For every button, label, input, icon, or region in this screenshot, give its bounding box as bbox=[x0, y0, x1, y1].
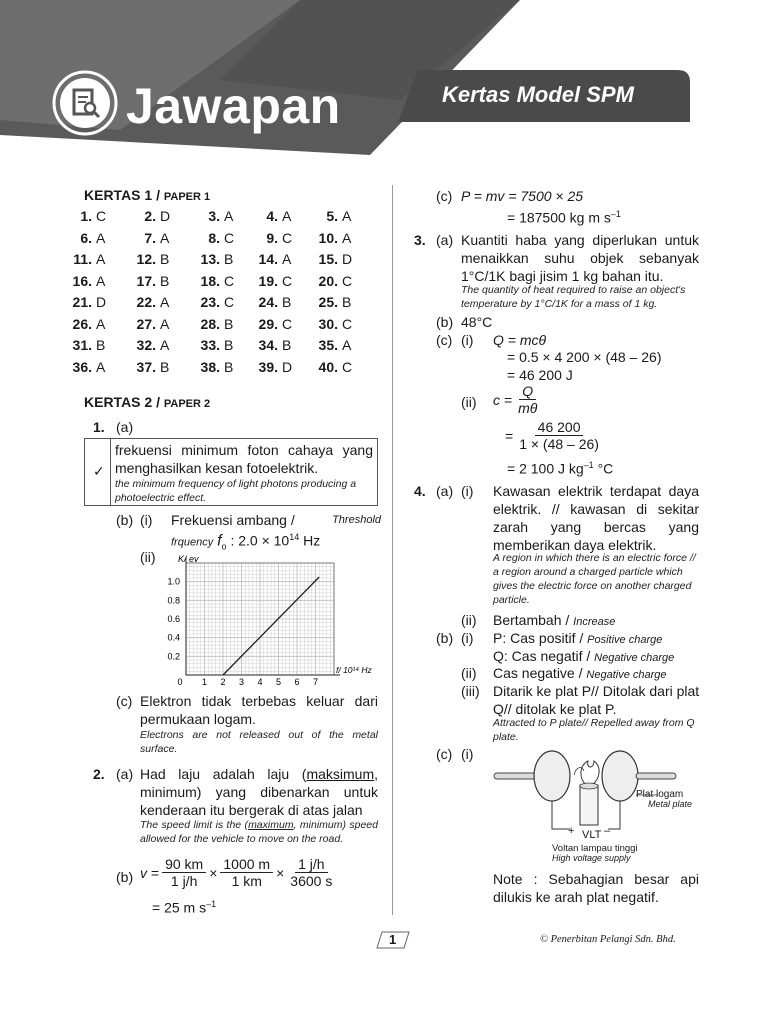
q3cii-fraction-1 bbox=[515, 383, 540, 416]
mcq-question-number: 40. bbox=[318, 358, 338, 375]
minus-terminal: – bbox=[604, 825, 611, 837]
mcq-question-number: 1. bbox=[80, 208, 92, 224]
q2b-f1-top: 90 km bbox=[162, 856, 206, 873]
mcq-answer-item bbox=[70, 335, 105, 357]
q2c-label: (c) bbox=[436, 188, 453, 204]
mcq-question-number: 9. bbox=[266, 229, 278, 246]
flame-diagram bbox=[490, 745, 710, 867]
paper1-heading-ms: KERTAS 1 / bbox=[84, 187, 160, 203]
mcq-answer-letter: A bbox=[96, 315, 106, 332]
mcq-answer-letter: B bbox=[224, 251, 234, 267]
mcq-answer-letter: A bbox=[224, 208, 234, 224]
mcq-question-number: 14. bbox=[258, 251, 278, 267]
q3b-text: 48°C bbox=[461, 314, 493, 330]
mcq-answer-item bbox=[256, 357, 292, 379]
x-tick-label: 3 bbox=[238, 677, 245, 687]
q1a-label: (a) bbox=[116, 419, 134, 435]
q1b-label: (b) bbox=[116, 512, 134, 528]
q2b-label: (b) bbox=[116, 869, 134, 885]
mcq-question-number: 19. bbox=[258, 272, 278, 289]
high-voltage-label: Voltan lampau tinggi bbox=[552, 843, 638, 854]
mcq-question-number: 25. bbox=[318, 294, 338, 310]
paper2-heading-en: PAPER 2 bbox=[163, 398, 211, 410]
q4aii-text: Bertambah / bbox=[493, 612, 570, 628]
page-number-box bbox=[376, 931, 410, 949]
logo-icon bbox=[52, 70, 118, 136]
q3cii-f2-bottom: 1 × (48 – 26) bbox=[519, 436, 599, 452]
paper2-heading-ms: KERTAS 2 / bbox=[84, 394, 160, 410]
mcq-question-number: 21. bbox=[72, 294, 92, 310]
mcq-answer-letter: B bbox=[160, 272, 170, 289]
q2a-en-post: , minimum) speed allowed for the vehicle to move on the road. bbox=[140, 819, 378, 845]
mcq-answer-letter: A bbox=[282, 251, 292, 267]
q4aii-text-en: Increase bbox=[573, 616, 616, 628]
q3-number: 3. bbox=[414, 232, 426, 248]
q4a-label: (a) bbox=[436, 483, 454, 499]
q3cii-result-unit: °C bbox=[593, 460, 614, 477]
q2b-fraction-2 bbox=[220, 856, 273, 889]
mcq-question-number: 32. bbox=[136, 337, 156, 353]
q1bi-text: Frekuensi ambang / bbox=[171, 512, 295, 528]
mcq-answer-item bbox=[134, 335, 169, 357]
q2b-f3-top: 1 j/h bbox=[295, 856, 327, 873]
mcq-answer-item bbox=[316, 228, 351, 250]
mcq-answer-item bbox=[198, 249, 233, 271]
high-voltage-label-en: High voltage supply bbox=[552, 853, 631, 863]
q4-number: 4. bbox=[414, 483, 426, 499]
badge-container bbox=[398, 70, 690, 122]
mcq-answer-item bbox=[256, 228, 292, 250]
mcq-question-number: 35. bbox=[318, 337, 338, 353]
mcq-question-number: 12. bbox=[136, 251, 156, 267]
mcq-answer-item bbox=[256, 206, 291, 228]
mcq-answer-letter: C bbox=[342, 272, 353, 289]
q4bi-line1-text: P: Cas positif / bbox=[493, 630, 584, 646]
q3ci-line3: = 46 200 J bbox=[507, 367, 573, 383]
q4ai-label: (i) bbox=[461, 483, 474, 499]
q1bi-frequency-en: frquency bbox=[171, 536, 214, 549]
mcq-question-number: 7. bbox=[144, 229, 156, 246]
mcq-answer-item bbox=[256, 335, 291, 357]
q2b-fraction-1 bbox=[162, 856, 206, 889]
mcq-answer-item bbox=[256, 271, 292, 293]
q2c-line1: P = mv = 7500 × 25 bbox=[461, 188, 584, 204]
x-tick-label: 6 bbox=[294, 677, 300, 687]
mcq-question-number: 18. bbox=[200, 272, 220, 289]
q4bi-line2-text: Q: Cas negatif / bbox=[493, 648, 591, 664]
q1a-answer-box bbox=[84, 438, 378, 506]
q4bii-text: Cas negative / bbox=[493, 665, 583, 681]
q4bi-line1 bbox=[493, 629, 662, 649]
mcq-answer-letter: A bbox=[342, 337, 352, 353]
page-number: 1 bbox=[389, 932, 397, 947]
q4ci-label: (i) bbox=[461, 746, 474, 762]
mcq-question-number: 31. bbox=[72, 337, 92, 353]
plat-logam-label: Plat logam bbox=[636, 789, 684, 800]
mcq-answer-grid bbox=[70, 206, 380, 378]
q1c-label: (c) bbox=[116, 693, 133, 709]
q2a-text-underlined: maksimum bbox=[306, 766, 375, 782]
metal-plate-label: Metal plate bbox=[648, 799, 693, 809]
q4ai-text: Kawasan elektrik terdapat daya elektrik. // kawasan di sekitar zarah yang bercas yang memberikan daya elektrik. bbox=[493, 483, 699, 553]
q2b-f2-bottom: 1 km bbox=[231, 873, 262, 889]
q2a-label: (a) bbox=[116, 766, 134, 782]
q2b-equation bbox=[140, 856, 338, 889]
mcq-answer-item bbox=[198, 335, 233, 357]
mcq-question-number: 8. bbox=[208, 229, 220, 246]
mcq-question-number: 15. bbox=[318, 251, 338, 267]
q3cii-result bbox=[507, 456, 613, 478]
mcq-answer-item bbox=[256, 292, 291, 314]
column-divider bbox=[392, 185, 393, 915]
mcq-answer-letter: C bbox=[96, 208, 107, 224]
mcq-answer-letter: C bbox=[282, 272, 293, 289]
q2b-result-exp: –1 bbox=[206, 899, 217, 909]
mcq-question-number: 6. bbox=[80, 229, 92, 246]
mcq-question-number: 37. bbox=[136, 358, 156, 375]
mcq-answer-letter: B bbox=[160, 358, 170, 375]
x-tick-label: 5 bbox=[275, 677, 282, 687]
mcq-answer-letter: B bbox=[342, 294, 352, 310]
plus-terminal: + bbox=[568, 825, 575, 837]
q3cii-f1-bottom: mθ bbox=[518, 400, 538, 416]
q1bi-exponent: 14 bbox=[289, 532, 300, 542]
mcq-question-number: 22. bbox=[136, 294, 156, 310]
mcq-answer-item bbox=[70, 228, 105, 250]
mcq-answer-item bbox=[70, 357, 105, 379]
q4aii-answer bbox=[493, 611, 615, 631]
q1bi-label: (i) bbox=[140, 512, 153, 528]
mcq-question-number: 17. bbox=[136, 272, 156, 289]
mcq-answer-letter: B bbox=[224, 337, 234, 353]
mcq-answer-item bbox=[316, 314, 352, 336]
mcq-question-number: 10. bbox=[318, 229, 338, 246]
mcq-answer-item bbox=[316, 357, 352, 379]
mcq-answer-letter: A bbox=[160, 229, 170, 246]
mcq-answer-letter: D bbox=[160, 208, 171, 224]
q3a-text-en: The quantity of heat required to raise an object's temperature by 1°C/1K for a mass of 1 kg. bbox=[461, 284, 686, 310]
q2b-fraction-3 bbox=[287, 856, 335, 889]
q3ci-line1: Q = mcθ bbox=[493, 332, 547, 348]
x-tick-label: 7 bbox=[312, 677, 319, 687]
mcq-question-number: 39. bbox=[258, 358, 278, 375]
q1bi-f-subscript: o bbox=[221, 541, 227, 552]
mcq-answer-letter: B bbox=[160, 251, 170, 267]
y-tick-label: 0.6 bbox=[167, 614, 180, 624]
q4ai-text-en: A region in which there is an electric force // a region around a charged particle which gives the electric force on another charged particle. bbox=[493, 552, 696, 606]
q2a-text-en bbox=[140, 818, 378, 846]
paper1-heading-en: PAPER 1 bbox=[163, 191, 211, 203]
mcq-answer-letter: B bbox=[282, 294, 292, 310]
mcq-answer-item bbox=[198, 292, 234, 314]
mcq-answer-item bbox=[134, 292, 169, 314]
mcq-answer-letter: A bbox=[96, 251, 106, 267]
mcq-question-number: 5. bbox=[326, 208, 338, 224]
page-title: Jawapan bbox=[126, 78, 341, 134]
q2c-line2-exp: –1 bbox=[610, 209, 621, 219]
q2b-equals: = bbox=[150, 864, 160, 881]
y-axis-label: K/ ev bbox=[178, 554, 199, 564]
q3cii-f1-top: Q bbox=[519, 383, 536, 400]
q1a-text: frekuensi minimum foton cahaya yang menghasilkan kesan fotoelektrik. bbox=[115, 442, 373, 476]
y-tick-label: 0.2 bbox=[167, 651, 180, 662]
mcq-answer-item bbox=[134, 314, 169, 336]
mcq-answer-letter: C bbox=[342, 358, 353, 375]
vlt-label: VLT bbox=[582, 829, 602, 841]
mcq-answer-letter: A bbox=[160, 337, 170, 353]
mcq-answer-letter: A bbox=[96, 358, 106, 375]
mcq-answer-item bbox=[70, 249, 105, 271]
mcq-answer-item bbox=[316, 206, 351, 228]
mcq-answer-item bbox=[256, 249, 291, 271]
q4biii-text: Ditarik ke plat P// Ditolak dari plat Q// ditolak ke plat P. bbox=[493, 683, 700, 717]
mcq-answer-letter: C bbox=[342, 315, 353, 332]
mcq-answer-letter: B bbox=[282, 337, 292, 353]
mcq-answer-item bbox=[316, 292, 351, 314]
q2a-en-pre: The speed limit is the ( bbox=[140, 819, 249, 831]
q3cii-f2-top: 46 200 bbox=[535, 419, 584, 436]
q3ci-label: (i) bbox=[461, 332, 474, 348]
mcq-answer-letter: C bbox=[282, 229, 293, 246]
q3a-text: Kuantiti haba yang diperlukan untuk menaikkan suhu objek sebanyak 1°C/1K bagi jisim 1 kg bahan itu. bbox=[461, 232, 699, 284]
x-tick-label: 1 bbox=[201, 677, 208, 687]
badge-text: Kertas Model SPM bbox=[442, 82, 634, 107]
q2a-text-post: , minimum) yang dibenarkan untuk kenderaan itu bergerak di atas jalan bbox=[140, 766, 378, 818]
q4biii-text-en: Attracted to P plate// Repelled away from Q plate. bbox=[493, 717, 695, 743]
mcq-question-number: 20. bbox=[318, 272, 338, 289]
q2b-times-1: × bbox=[209, 864, 218, 881]
q4-note: Note : Sebahagian besar api dilukis ke arah plat negatif. bbox=[493, 871, 699, 905]
q2b-times-2: × bbox=[276, 864, 285, 881]
mcq-question-number: 27. bbox=[136, 315, 156, 332]
q1c-text: Elektron tidak terbebas keluar dari permukaan logam. bbox=[140, 693, 378, 727]
mcq-answer-item bbox=[198, 314, 233, 336]
q3cii-result-exp: –1 bbox=[583, 460, 594, 470]
mcq-answer-item bbox=[256, 314, 292, 336]
mcq-question-number: 36. bbox=[72, 358, 92, 375]
mcq-question-number: 3. bbox=[208, 208, 220, 224]
mcq-answer-letter: C bbox=[282, 315, 293, 332]
q2b-f3-bottom: 3600 s bbox=[290, 873, 333, 889]
y-tick-label: 0.8 bbox=[167, 595, 180, 606]
mcq-question-number: 30. bbox=[318, 315, 338, 332]
q2-number: 2. bbox=[93, 766, 105, 782]
q1bi-unit: Hz bbox=[303, 532, 321, 549]
mcq-answer-letter: C bbox=[224, 272, 235, 289]
mcq-question-number: 16. bbox=[72, 272, 92, 289]
mcq-answer-item bbox=[198, 228, 234, 250]
q1c-text-en: Electrons are not released out of the metal surface. bbox=[140, 729, 378, 755]
publisher-footer: © Penerbitan Pelangi Sdn. Bhd. bbox=[540, 934, 676, 945]
x-tick-label: 2 bbox=[220, 677, 226, 687]
q2b-f1-bottom: 1 j/h bbox=[170, 873, 198, 889]
mcq-answer-letter: B bbox=[224, 358, 234, 375]
mcq-answer-item bbox=[70, 292, 106, 314]
mcq-answer-letter: D bbox=[96, 294, 107, 310]
mcq-answer-item bbox=[198, 271, 234, 293]
x-tick-label: 0 bbox=[177, 677, 183, 687]
mcq-answer-letter: A bbox=[282, 208, 292, 224]
mcq-answer-item bbox=[316, 249, 352, 271]
mcq-answer-letter: B bbox=[96, 337, 106, 353]
mcq-question-number: 29. bbox=[258, 315, 278, 332]
mcq-answer-item bbox=[70, 271, 105, 293]
q3cii-eq1 bbox=[493, 383, 543, 416]
x-tick-label: 4 bbox=[257, 677, 263, 687]
mcq-answer-letter: D bbox=[342, 251, 353, 267]
q1bii-label: (ii) bbox=[140, 549, 156, 565]
mcq-question-number: 4. bbox=[266, 208, 278, 224]
q1bi-text-en: Threshold bbox=[332, 514, 381, 526]
q4bii-label: (ii) bbox=[461, 665, 477, 681]
mcq-question-number: 11. bbox=[73, 251, 92, 267]
mcq-answer-letter: A bbox=[96, 272, 106, 289]
mcq-question-number: 24. bbox=[258, 294, 278, 310]
mcq-answer-letter: D bbox=[282, 358, 293, 375]
q2b-v-symbol: v bbox=[140, 864, 147, 881]
y-tick-label: 1.0 bbox=[167, 576, 180, 587]
paper2-heading bbox=[84, 394, 210, 410]
mcq-answer-item bbox=[134, 228, 169, 250]
mcq-answer-letter: A bbox=[342, 208, 352, 224]
mcq-question-number: 2. bbox=[144, 208, 156, 224]
mcq-answer-letter: C bbox=[224, 229, 235, 246]
q3cii-c-symbol: c = bbox=[493, 391, 513, 408]
mcq-answer-letter: A bbox=[160, 294, 170, 310]
q2a-text bbox=[140, 765, 378, 819]
q4bi-line1-en: Positive charge bbox=[587, 634, 663, 646]
q1bi-answer bbox=[171, 511, 381, 529]
q2b-result-text: = 25 m s bbox=[152, 899, 207, 916]
q1-number: 1. bbox=[93, 419, 105, 435]
mcq-answer-letter: B bbox=[224, 315, 234, 332]
q4aii-label: (ii) bbox=[461, 612, 477, 628]
q1a-text-en: the minimum frequency of light photons producing a photoelectric effect. bbox=[115, 478, 357, 504]
q3c-label: (c) bbox=[436, 332, 453, 348]
mcq-answer-letter: A bbox=[342, 229, 352, 246]
mcq-question-number: 34. bbox=[258, 337, 278, 353]
y-tick-label: 0.4 bbox=[167, 632, 180, 643]
paper1-heading bbox=[84, 187, 210, 203]
mcq-question-number: 28. bbox=[200, 315, 220, 332]
mcq-question-number: 23. bbox=[200, 294, 220, 310]
q4bi-line2-en: Negative charge bbox=[594, 652, 675, 664]
mcq-answer-item bbox=[134, 206, 170, 228]
mcq-question-number: 26. bbox=[72, 315, 92, 332]
mcq-question-number: 33. bbox=[200, 337, 220, 353]
check-icon: ✓ bbox=[93, 463, 105, 479]
q3cii-fraction-2 bbox=[516, 419, 602, 452]
mcq-question-number: 38. bbox=[200, 358, 220, 375]
q4bi-label: (i) bbox=[461, 630, 474, 646]
q3b-label: (b) bbox=[436, 314, 454, 330]
mcq-answer-item bbox=[134, 271, 169, 293]
ke-frequency-graph bbox=[156, 550, 382, 690]
q4bii-text-en: Negative charge bbox=[586, 669, 667, 681]
mcq-answer-item bbox=[70, 206, 106, 228]
graph-svg bbox=[156, 550, 382, 690]
mcq-answer-item bbox=[316, 271, 352, 293]
mcq-answer-item bbox=[316, 335, 351, 357]
q2a-en-underlined: maximum bbox=[248, 819, 294, 831]
q2b-f2-top: 1000 m bbox=[220, 856, 273, 873]
q3cii-result-text: = 2 100 J kg bbox=[507, 460, 584, 477]
q2b-result bbox=[152, 895, 216, 917]
q3cii-eq2 bbox=[505, 419, 605, 452]
mcq-answer-letter: C bbox=[224, 294, 235, 310]
mcq-answer-letter: A bbox=[160, 315, 170, 332]
mcq-answer-item bbox=[198, 357, 233, 379]
q4biii-label: (iii) bbox=[461, 683, 480, 699]
mcq-answer-item bbox=[134, 357, 169, 379]
mcq-answer-item bbox=[134, 249, 169, 271]
mcq-answer-letter: A bbox=[96, 229, 106, 246]
q4bii-answer bbox=[493, 664, 667, 684]
q1bi-f-symbol: f bbox=[217, 532, 222, 550]
mcq-question-number: 13. bbox=[200, 251, 220, 267]
mcq-answer-item bbox=[198, 206, 233, 228]
x-axis-label: f/ 10¹⁴ Hz bbox=[336, 665, 372, 675]
q3a-label: (a) bbox=[436, 232, 454, 248]
q4b-label: (b) bbox=[436, 630, 454, 646]
q3cii-label: (ii) bbox=[461, 394, 477, 410]
q2c-line2-text: = 187500 kg m s bbox=[507, 209, 611, 226]
q1bi-value: : 2.0 × 10 bbox=[230, 532, 290, 549]
q2c-line2 bbox=[507, 205, 621, 227]
q4c-label: (c) bbox=[436, 746, 453, 762]
q2a-text-pre: Had laju adalah laju ( bbox=[140, 766, 307, 782]
mcq-answer-item bbox=[70, 314, 105, 336]
q3ci-line2: = 0.5 × 4 200 × (48 – 26) bbox=[507, 349, 662, 365]
q3cii-equals: = bbox=[505, 427, 514, 444]
